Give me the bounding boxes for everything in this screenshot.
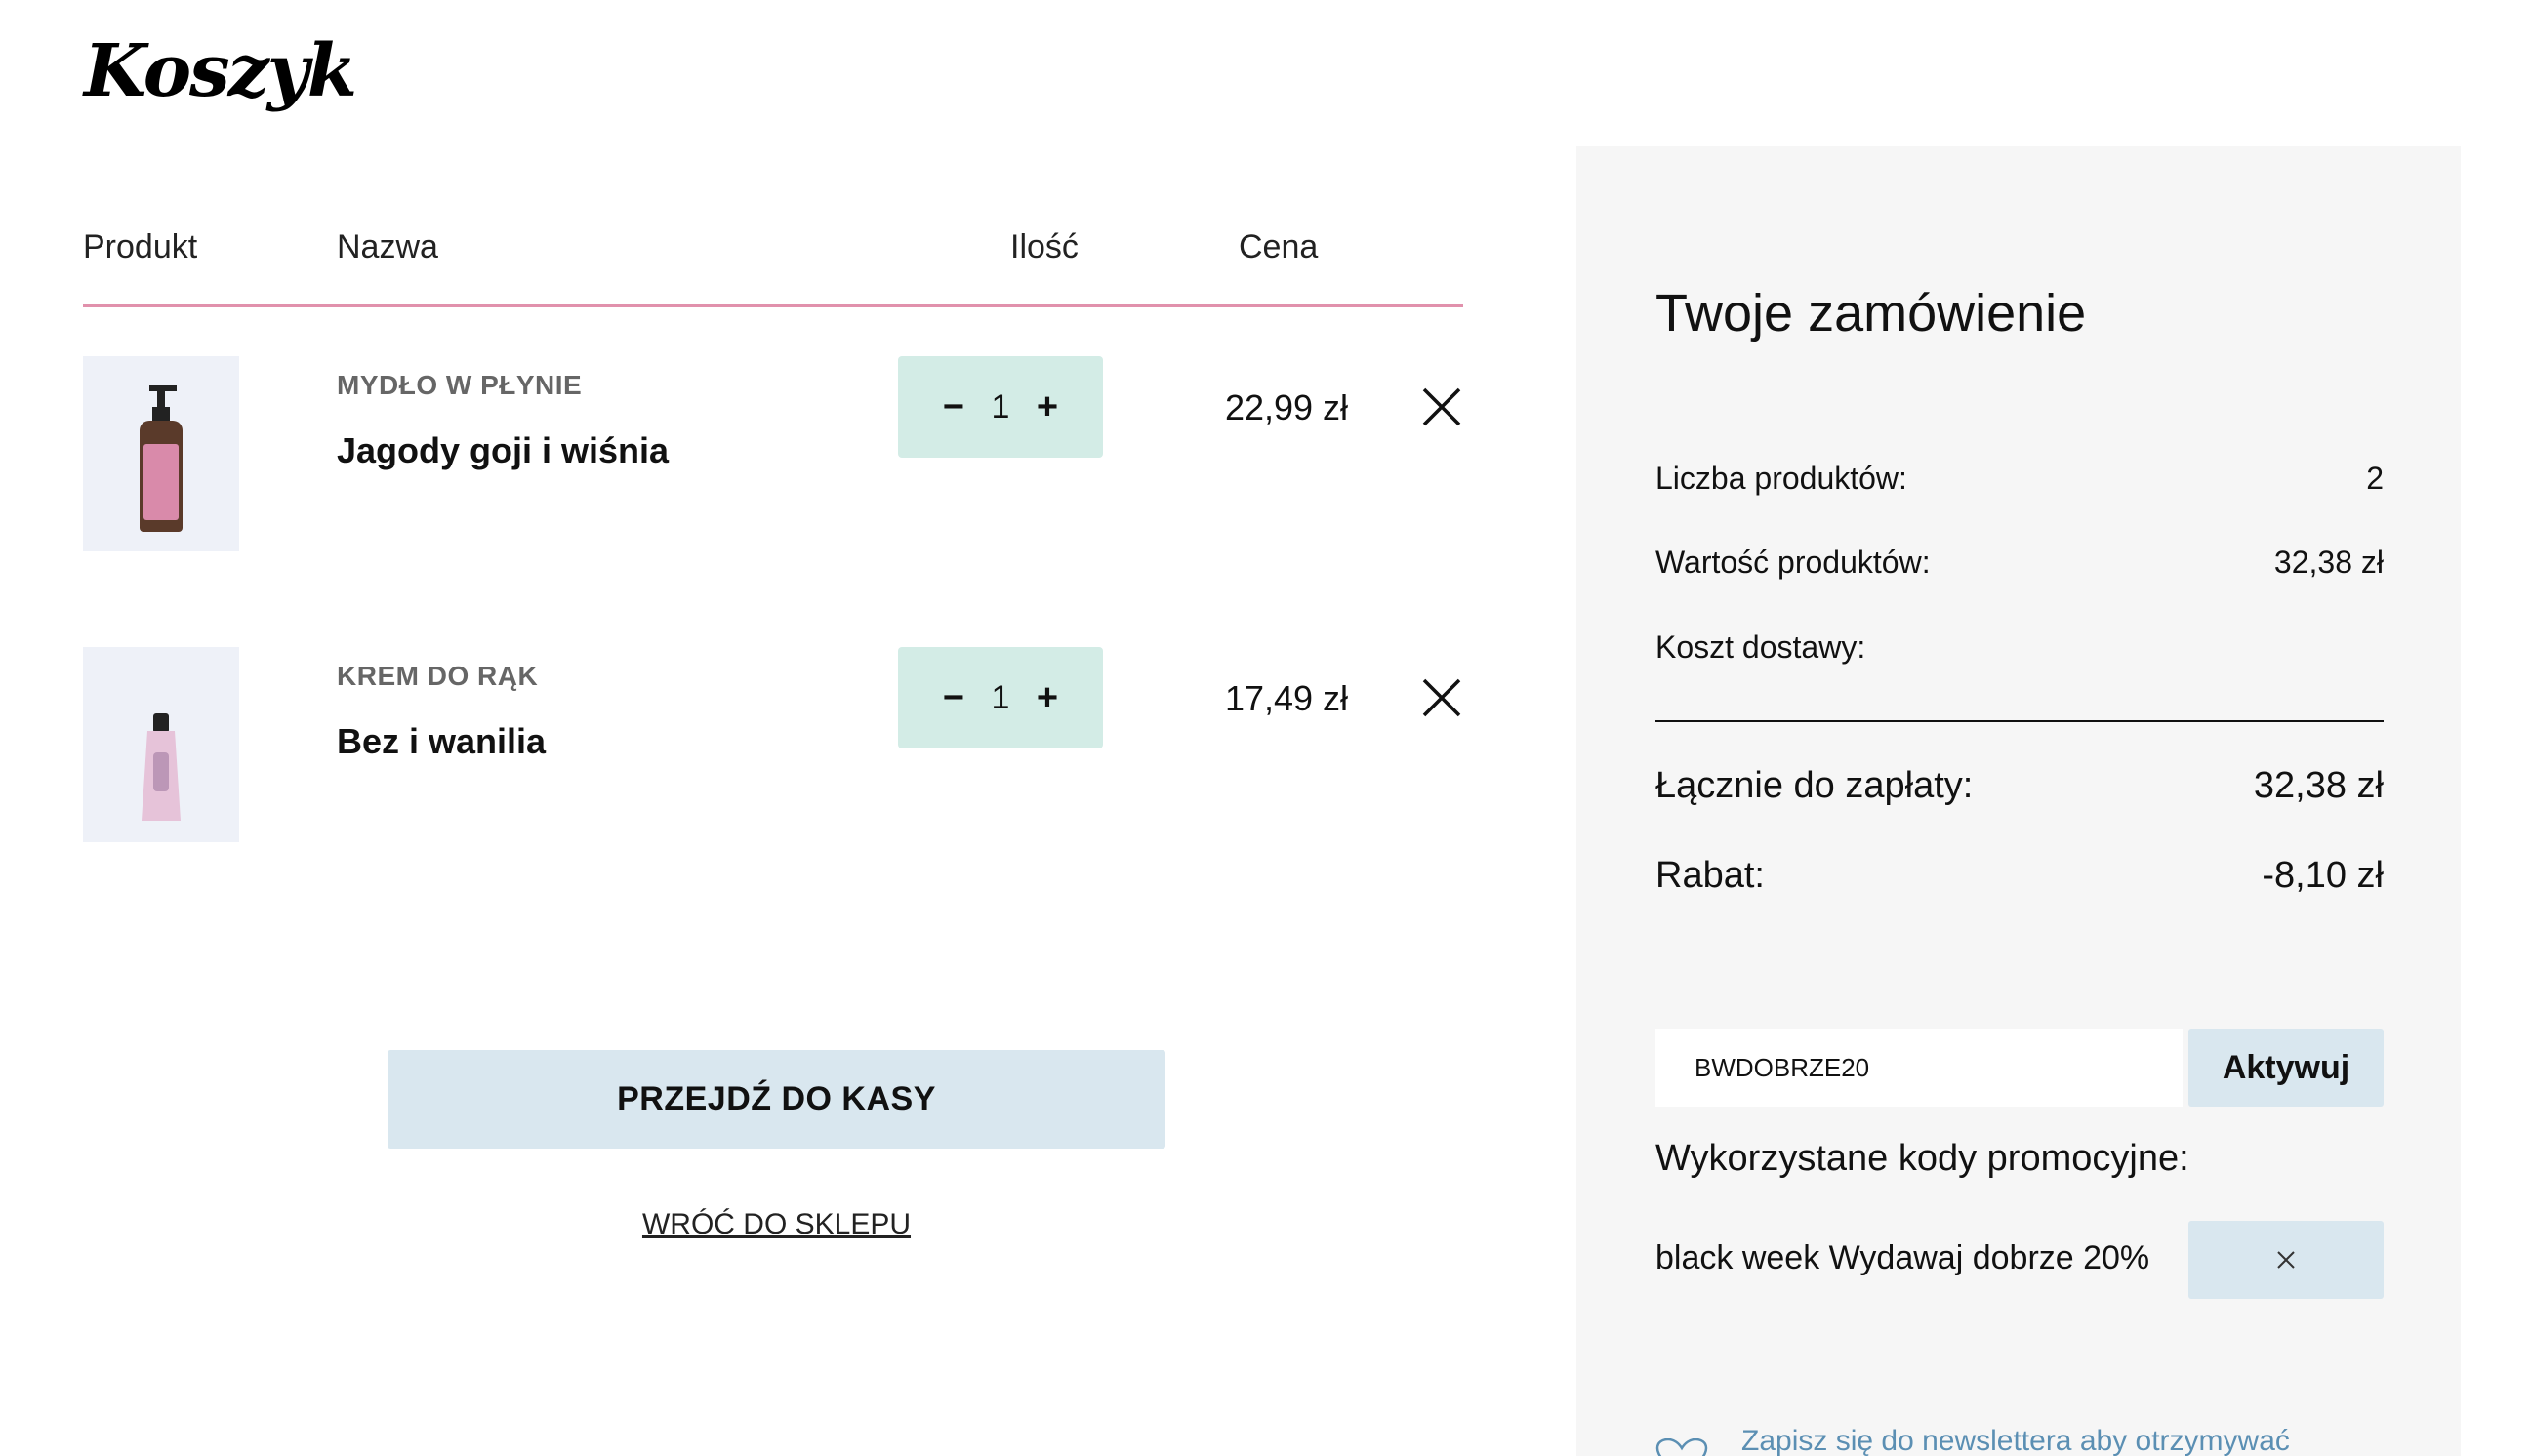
- product-category: MYDŁO W PŁYNIE: [337, 370, 583, 400]
- cart-item-row: [83, 307, 1463, 598]
- decrease-quantity-button[interactable]: −: [942, 676, 965, 718]
- soap-bottle-image[interactable]: [83, 356, 239, 551]
- newsletter-text[interactable]: Zapisz się do newslettera aby otrzymywać: [1741, 1425, 2290, 1456]
- heart-icon: [1655, 1438, 1708, 1456]
- product-count-line: [1655, 461, 2384, 497]
- close-icon: [1420, 676, 1463, 719]
- discount-line: [1655, 855, 2384, 897]
- summary-divider: [1655, 720, 2384, 722]
- products-value-label: Wartość produktów:: [1655, 545, 1931, 580]
- column-header-product: Produkt: [83, 228, 198, 265]
- used-promo-codes-title: Wykorzystane kody promocyjne:: [1655, 1138, 2189, 1179]
- column-header-price: Cena: [1239, 228, 1319, 265]
- checkout-button[interactable]: PRZEJDŹ DO KASY: [388, 1050, 1165, 1149]
- discount-label: Rabat:: [1655, 855, 1765, 896]
- cart-table-header: [83, 215, 1463, 307]
- increase-quantity-button[interactable]: +: [1036, 676, 1059, 718]
- soap-bottle-icon: [140, 385, 183, 532]
- product-count-label: Liczba produktów:: [1655, 461, 1907, 496]
- quantity-value: 1: [991, 387, 1010, 425]
- total-value: 32,38 zł: [2253, 765, 2384, 806]
- product-name[interactable]: Bez i wanilia: [337, 721, 547, 761]
- decrease-quantity-button[interactable]: −: [942, 385, 965, 427]
- hand-cream-tube-icon: [142, 713, 181, 821]
- cart-item-row: [83, 598, 1463, 889]
- column-header-quantity: Ilość: [1010, 228, 1079, 265]
- order-summary-title: Twoje zamówienie: [1655, 284, 2087, 343]
- order-summary-panel: [1576, 146, 2461, 1456]
- shipping-line: [1655, 629, 2384, 666]
- quantity-value: 1: [991, 678, 1010, 716]
- total-line: [1655, 765, 2384, 807]
- shipping-label: Koszt dostawy:: [1655, 629, 1866, 665]
- activate-promo-button[interactable]: Aktywuj: [2188, 1029, 2384, 1107]
- product-count-value: 2: [2366, 461, 2384, 496]
- product-category: KREM DO RĄK: [337, 661, 539, 691]
- close-icon: [1420, 385, 1463, 428]
- promo-code-input[interactable]: [1655, 1029, 2183, 1107]
- cart-table: [83, 215, 1463, 889]
- product-name[interactable]: Jagody goji i wiśnia: [337, 430, 670, 470]
- products-value: 32,38 zł: [2273, 545, 2384, 580]
- remove-item-button[interactable]: [1420, 676, 1463, 719]
- column-header-name: Nazwa: [337, 228, 438, 265]
- hand-cream-tube-image[interactable]: [83, 647, 239, 842]
- remove-item-button[interactable]: [1420, 385, 1463, 428]
- product-price: 17,49 zł: [1224, 678, 1349, 718]
- increase-quantity-button[interactable]: +: [1036, 385, 1059, 427]
- total-label: Łącznie do zapłaty:: [1655, 765, 1974, 806]
- page-title-logo: Koszyk: [84, 29, 356, 113]
- quantity-stepper: [898, 647, 1103, 748]
- products-value-line: [1655, 545, 2384, 581]
- remove-promo-code-button[interactable]: [2188, 1221, 2384, 1299]
- close-icon: [2276, 1250, 2296, 1270]
- back-to-shop-link[interactable]: WRÓĆ DO SKLEPU: [641, 1208, 912, 1240]
- discount-value: -8,10 zł: [2262, 855, 2384, 896]
- product-price: 22,99 zł: [1224, 387, 1349, 427]
- newsletter-signup[interactable]: [1655, 1425, 2290, 1456]
- used-promo-code: black week Wydawaj dobrze 20%: [1655, 1239, 2150, 1276]
- quantity-stepper: [898, 356, 1103, 458]
